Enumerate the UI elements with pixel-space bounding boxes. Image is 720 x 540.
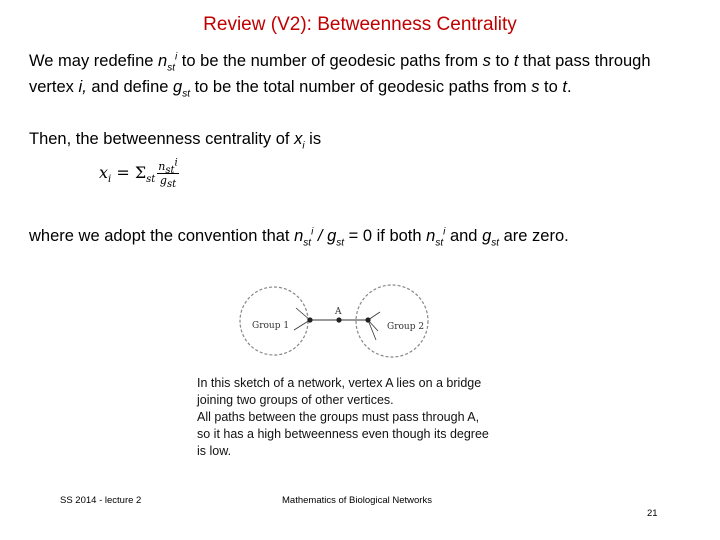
formula-fraction: $\frac{n_{st}^i}{g_{st}}$ <box>158 157 178 191</box>
group-1-bridge-node <box>307 317 312 322</box>
definition-paragraph <box>29 48 651 100</box>
bridge-network-diagram <box>232 276 442 368</box>
caption-line: is low. <box>197 444 232 458</box>
diagram-caption <box>197 375 489 460</box>
page-number: 21 <box>647 508 658 519</box>
betweenness-formula: $x_i = \Sigma_{st}$ $\frac{n_{st}^i}{g_{st}}$ <box>99 157 178 191</box>
convention-paragraph: where we adopt the convention that $n_{st}^i / g_{st} = 0$ if both $n_{st}^i$ and $g_{st}$ are zero. <box>29 226 569 249</box>
caption-line: joining two groups of other vertices. <box>197 393 394 407</box>
caption-line: so it has a high betweenness even though its degree <box>197 427 489 441</box>
group-2-bridge-node <box>365 317 370 322</box>
definition-line-2: vertex i, and define $g_{st}$ to be the total number of geodesic paths from s to t. <box>29 78 572 100</box>
caption-line: All paths between the groups must pass through A, <box>197 410 480 424</box>
footer-lecture-title: Mathematics of Biological Networks <box>282 495 432 506</box>
caption-line: In this sketch of a network, vertex A lies on a bridge <box>197 376 482 390</box>
definition-line-1: We may redefine $n_{st}^i$ to be the number of geodesic paths from s to t that pass through <box>29 51 651 74</box>
vertex-a-label: A <box>335 307 342 317</box>
group-1-label: Group 1 <box>252 321 290 331</box>
footer-course: SS 2014 - lecture 2 <box>60 495 142 506</box>
slide-title: Review (V2): Betweenness Centrality <box>203 14 517 35</box>
vertex-a-node <box>336 317 341 322</box>
then-paragraph: Then, the betweenness centrality of $x_i$ is <box>29 130 322 152</box>
group-2-label: Group 2 <box>387 322 425 332</box>
